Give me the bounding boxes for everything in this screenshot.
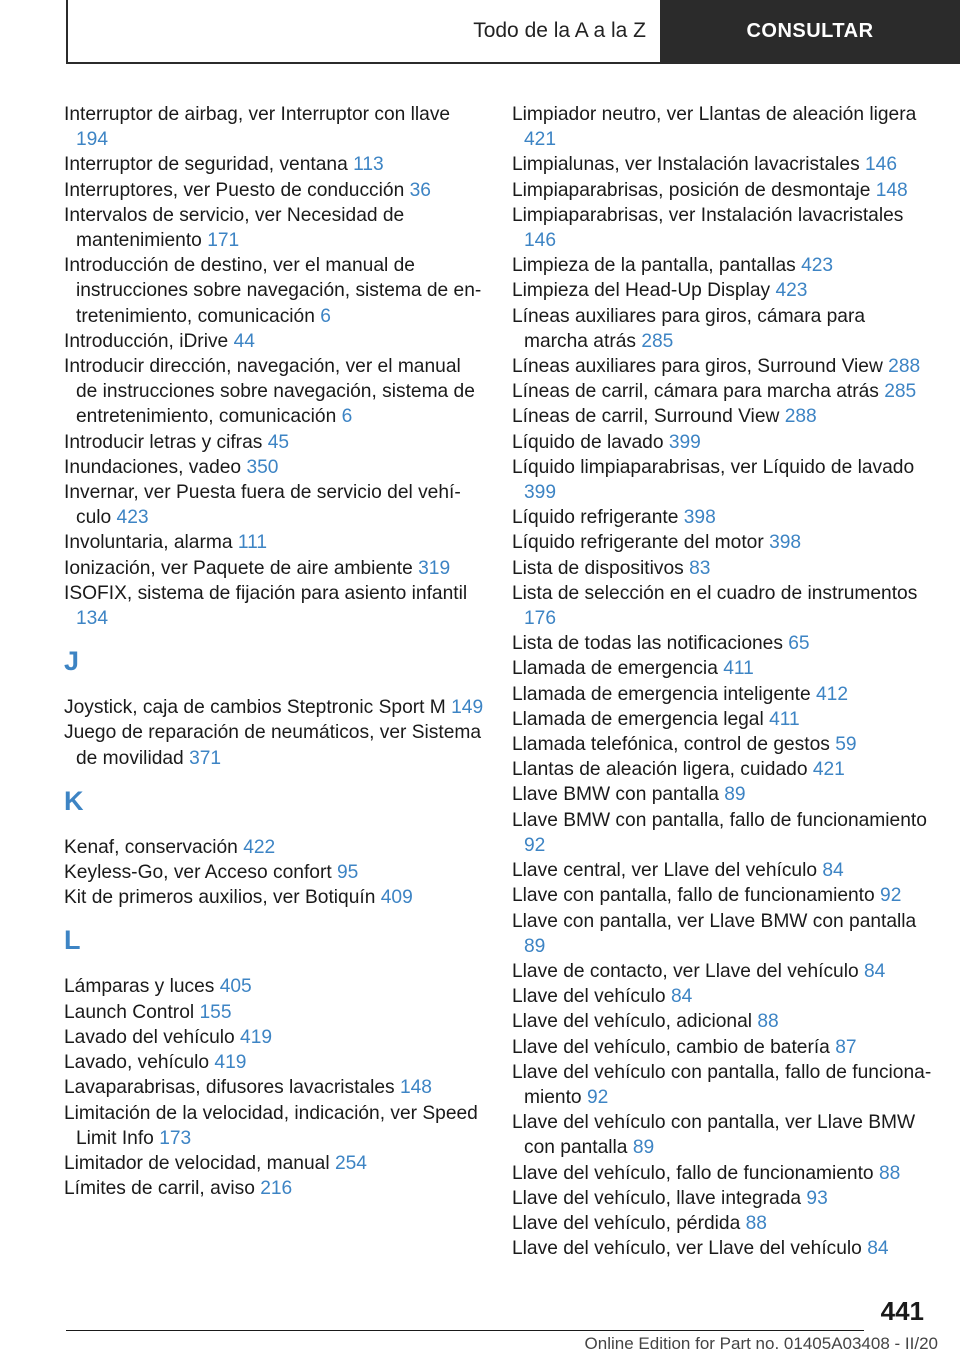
index-entry-text: Introducir dirección, navegación, ver el manual de instrucciones sobre navegación, sistema de entretenimiento, comunicación (64, 356, 475, 428)
index-entry-text: ISOFIX, sistema de fijación para asiento infantil (64, 582, 468, 604)
index-entry (512, 757, 932, 782)
index-entry (512, 1009, 932, 1034)
index-entry-text: Líneas de carril, Surround View (512, 406, 780, 428)
index-entry-text: Límites de carril, aviso (64, 1178, 255, 1200)
index-page-link[interactable]: 146 (524, 230, 557, 252)
index-entry (64, 430, 484, 455)
index-page-link[interactable]: 412 (816, 683, 849, 705)
index-page-link[interactable]: 111 (237, 532, 268, 554)
index-page-link[interactable]: 350 (246, 456, 279, 478)
index-page-link[interactable]: 423 (775, 280, 808, 302)
index-page-link[interactable]: 371 (189, 747, 222, 769)
page-number: 441 (880, 1296, 924, 1326)
index-page-link[interactable]: 6 (341, 406, 353, 428)
index-page-link[interactable]: 173 (159, 1127, 192, 1149)
index-entry-text: Limitación de la velocidad, indicación, ver Speed Limit Info (64, 1102, 478, 1149)
index-entry-text: Lavado, vehículo (64, 1052, 210, 1074)
index-section-letter: L (64, 925, 81, 956)
index-entry-text: Limpialunas, ver Instalación lavacristales (512, 154, 860, 176)
index-entry-text: Interruptor de seguridad, ventana (64, 154, 348, 176)
index-entry (512, 1236, 932, 1261)
index-entry (512, 404, 932, 429)
index-entry (512, 1186, 932, 1211)
index-entry (64, 480, 484, 530)
index-entry-text: Llave del vehículo (512, 986, 666, 1008)
footer-edition: Online Edition for Part no. 01405A03408 - II/20 (584, 1334, 938, 1353)
index-page-link[interactable]: 399 (524, 482, 557, 504)
index-entry-text: Limpiador neutro, ver Llantas de aleación ligera (512, 104, 917, 125)
index-page-link[interactable]: 88 (745, 1212, 767, 1234)
index-entry-text: Lavado del vehículo (64, 1026, 235, 1048)
index-entry (64, 203, 484, 253)
index-entry (512, 304, 932, 354)
index-entry-text: Introducción de destino, ver el manual de instrucciones sobre navegación, sistema de entretenimiento, comunicación (64, 255, 482, 327)
index-page-link[interactable]: 285 (884, 381, 917, 403)
index-page-link[interactable]: 92 (880, 885, 902, 907)
index-entry-text: Llamada de emergencia legal (512, 708, 764, 730)
index-page-link[interactable]: 411 (723, 658, 754, 680)
index-page-link[interactable]: 92 (586, 1086, 609, 1108)
index-entry-text: Lista de selección en el cuadro de instrumentos (512, 582, 918, 604)
index-entry (512, 430, 932, 455)
index-entry-text: Ionización, ver Paquete de aire ambiente (64, 557, 413, 579)
index-entry (512, 808, 932, 858)
index-page-link[interactable]: 171 (207, 230, 240, 252)
index-page-link[interactable]: 146 (865, 154, 898, 176)
index-page-link[interactable]: 421 (524, 129, 557, 151)
index-entry (512, 152, 932, 177)
index-entry (512, 253, 932, 278)
index-entry-text: Launch Control (64, 1001, 195, 1023)
index-entry-text: Líquido limpiaparabrisas, ver Líquido de lavado (512, 456, 915, 478)
index-page-link[interactable]: 84 (864, 960, 886, 982)
index-entry-text: Limitador de velocidad, manual (64, 1152, 330, 1174)
index-entry (64, 1101, 484, 1151)
index-page-link[interactable]: 149 (451, 697, 484, 719)
index-entry (512, 278, 932, 303)
index-entry (64, 695, 484, 720)
index-page-link[interactable]: 399 (668, 431, 701, 453)
page-header (66, 0, 960, 64)
index-page-link[interactable]: 89 (524, 935, 546, 957)
index-entry-text: Intervalos de servicio, ver Necesidad de mantenimiento (64, 204, 405, 252)
index-page-link[interactable]: 176 (524, 608, 557, 630)
section-title: Todo de la A a la Z (473, 19, 646, 42)
footer-divider (66, 1330, 864, 1331)
index-entry (64, 885, 484, 910)
index-entry-text: Interruptores, ver Puesto de conducción (64, 179, 405, 201)
index-entry-text: Lavaparabrisas, difusores lavacristales (64, 1077, 395, 1099)
index-section-letter: J (64, 646, 80, 677)
index-page-link[interactable]: 6 (320, 305, 331, 327)
index-entry-text: Llave con pantalla, ver Llave BMW con pantalla (512, 910, 917, 932)
index-page-link[interactable]: 254 (334, 1152, 367, 1174)
index-page-link[interactable]: 398 (683, 507, 716, 529)
index-entry (512, 984, 932, 1009)
index-entry (512, 909, 932, 959)
index-entry (64, 1000, 484, 1025)
index-page-link[interactable]: 409 (380, 887, 413, 909)
index-page-link[interactable]: 93 (806, 1187, 828, 1209)
index-entry-text: Llave del vehículo con pantalla, ver Llave BMW con pantalla (512, 1112, 916, 1159)
index-entry-text: Llave del vehículo, cambio de batería (512, 1036, 830, 1058)
index-page-link[interactable]: 423 (116, 507, 149, 529)
index-page-link[interactable]: 84 (670, 986, 693, 1008)
index-entry (64, 581, 484, 631)
index-page-link[interactable]: 83 (689, 557, 711, 579)
index-entry-text: Limpieza de la pantalla, pantallas (512, 255, 796, 277)
index-page-link[interactable]: 65 (788, 633, 810, 655)
index-page-link[interactable]: 84 (822, 860, 844, 882)
index-entry (512, 782, 932, 807)
index-entry-text: Llave con pantalla, fallo de funcionamiento (512, 885, 875, 907)
index-entry (512, 1211, 932, 1236)
index-entry-text: Joystick, caja de cambios Steptronic Sport M (64, 697, 446, 719)
index-entry-text: Líquido de lavado (512, 431, 664, 453)
index-page-link[interactable]: 36 (409, 179, 431, 201)
index-entry-text: Llantas de aleación ligera, cuidado (512, 759, 808, 781)
index-entry-text: Involuntaria, alarma (64, 532, 233, 554)
index-entry (64, 835, 484, 860)
index-entry (512, 656, 932, 681)
index-column-left (64, 102, 484, 1201)
index-page-link[interactable]: 422 (243, 836, 276, 858)
index-entry (64, 455, 484, 480)
tab-consultar[interactable]: CONSULTAR (660, 0, 960, 62)
index-entry (512, 505, 932, 530)
index-page-link[interactable]: 95 (337, 862, 359, 884)
index-page-link[interactable]: 216 (260, 1178, 293, 1200)
index-entry-text: Interruptor de airbag, ver Interruptor con llave (64, 104, 451, 125)
index-entry-text: Limpieza del Head-Up Display (512, 280, 771, 302)
index-page-link[interactable]: 423 (801, 255, 834, 277)
index-entry-text: Líquido refrigerante del motor (512, 532, 764, 554)
index-entry (512, 1110, 932, 1160)
index-entry (64, 720, 484, 770)
index-entry (512, 455, 932, 505)
index-entry-text: Limpiaparabrisas, ver Instalación lavacristales (512, 204, 904, 226)
index-entry (64, 253, 484, 329)
index-page-link[interactable]: 84 (867, 1238, 889, 1260)
index-entry (64, 178, 484, 203)
index-page-link[interactable]: 421 (812, 759, 845, 781)
index-page-link[interactable]: 285 (641, 330, 674, 352)
index-page-link[interactable]: 398 (769, 532, 802, 554)
index-entry-text: Llamada telefónica, control de gestos (512, 734, 830, 756)
index-page-link[interactable]: 319 (418, 557, 451, 579)
index-entry (512, 631, 932, 656)
index-entry-text: Invernar, ver Puesta fuera de servicio del vehículo (64, 482, 461, 529)
index-entry (64, 860, 484, 885)
index-entry (512, 1035, 932, 1060)
index-entry (512, 1161, 932, 1186)
index-entry-text: Llave del vehículo con pantalla, fallo de funcionamiento (512, 1061, 932, 1108)
index-page-link[interactable]: 113 (353, 154, 384, 176)
index-entry-text: Inundaciones, vadeo (64, 456, 242, 478)
index-entry (64, 556, 484, 581)
index-entry-text: Líneas auxiliares para giros, cámara para marcha atrás (512, 305, 866, 352)
index-entry-text: Llave del vehículo, pérdida (512, 1212, 741, 1234)
index-column-right (512, 102, 932, 1261)
index-entry-text: Juego de reparación de neumáticos, ver Sistema de movilidad (64, 722, 482, 769)
index-entry-text: Llave del vehículo, ver Llave del vehículo (512, 1238, 862, 1260)
index-entry-text: Kit de primeros auxilios, ver Botiquín (64, 887, 376, 909)
index-entry-text: Llave de contacto, ver Llave del vehículo (512, 960, 859, 982)
index-section-letter: K (64, 785, 84, 816)
index-page-link[interactable]: 288 (784, 406, 817, 428)
index-page-link[interactable]: 59 (835, 734, 857, 756)
index-page-link[interactable]: 88 (757, 1011, 779, 1033)
index-entry-text: Keyless-Go, ver Acceso confort (64, 862, 332, 884)
index-entry-text: Llamada de emergencia (512, 658, 718, 680)
index-page-link[interactable]: 155 (199, 1001, 232, 1023)
index-entry-text: Líneas de carril, cámara para marcha atrás (512, 381, 879, 403)
index-entry (64, 1176, 484, 1201)
index-entry (512, 530, 932, 555)
index-entry (64, 1050, 484, 1075)
index-page-link[interactable]: 148 (875, 179, 908, 201)
index-entry (64, 1025, 484, 1050)
index-entry-text: Llave BMW con pantalla, fallo de funcionamiento (512, 809, 927, 831)
index-page-link[interactable]: 89 (632, 1137, 655, 1159)
index-entry (64, 530, 484, 555)
index-entry (64, 1151, 484, 1176)
index-entry (512, 102, 932, 152)
index-page-link[interactable]: 288 (888, 356, 921, 378)
index-entry (512, 178, 932, 203)
index-page-link[interactable]: 194 (76, 129, 109, 151)
index-entry (512, 682, 932, 707)
index-entry-text: Llave central, ver Llave del vehículo (512, 860, 818, 882)
index-entry (512, 883, 932, 908)
index-entry-text: Introducir letras y cifras (64, 431, 263, 453)
index-entry (512, 1060, 932, 1110)
index-entry (64, 329, 484, 354)
index-entry-text: Lámparas y luces (64, 976, 215, 998)
index-entry-text: Kenaf, conservación (64, 836, 238, 858)
index-page-link[interactable]: 89 (724, 784, 746, 806)
index-entry (512, 581, 932, 631)
index-page-link[interactable]: 134 (76, 608, 109, 630)
index-page-link[interactable]: 419 (240, 1026, 273, 1048)
index-entry-text: Llave del vehículo, fallo de funcionamiento (512, 1162, 874, 1184)
index-page-link[interactable]: 148 (399, 1077, 432, 1099)
index-entry (512, 732, 932, 757)
index-entry (64, 152, 484, 177)
index-entry (512, 707, 932, 732)
index-entry (512, 556, 932, 581)
index-entry (64, 354, 484, 430)
index-entry-text: Llave del vehículo, llave integrada (512, 1187, 802, 1209)
index-entry (512, 203, 932, 253)
index-page-link[interactable]: 44 (233, 330, 255, 352)
index-entry-text: Limpiaparabrisas, posición de desmontaje (512, 179, 871, 201)
index-entry (512, 858, 932, 883)
index-page-link[interactable]: 419 (214, 1052, 247, 1074)
index-entry-text: Llamada de emergencia inteligente (512, 683, 811, 705)
index-entry (512, 354, 932, 379)
index-entry-text: Líquido refrigerante (512, 507, 679, 529)
index-entry (64, 102, 484, 152)
index-entry-text: Llave del vehículo, adicional (512, 1011, 753, 1033)
index-page-link[interactable]: 87 (835, 1036, 857, 1058)
index-page-link[interactable]: 45 (267, 431, 290, 453)
index-entry-text: Lista de todas las notificaciones (512, 633, 783, 655)
index-page-link[interactable]: 92 (524, 834, 546, 856)
index-entry-text: Introducción, iDrive (64, 330, 229, 352)
index-entry-text: Llave BMW con pantalla (512, 784, 719, 806)
index-page-link[interactable]: 88 (878, 1162, 901, 1184)
index-entry (64, 1075, 484, 1100)
index-entry-text: Lista de dispositivos (512, 557, 684, 579)
index-page-link[interactable]: 411 (769, 708, 800, 730)
index-entry (512, 379, 932, 404)
index-entry (64, 974, 484, 999)
index-page-link[interactable]: 405 (219, 976, 252, 998)
index-entry (512, 959, 932, 984)
index-entry-text: Líneas auxiliares para giros, Surround View (512, 356, 883, 378)
